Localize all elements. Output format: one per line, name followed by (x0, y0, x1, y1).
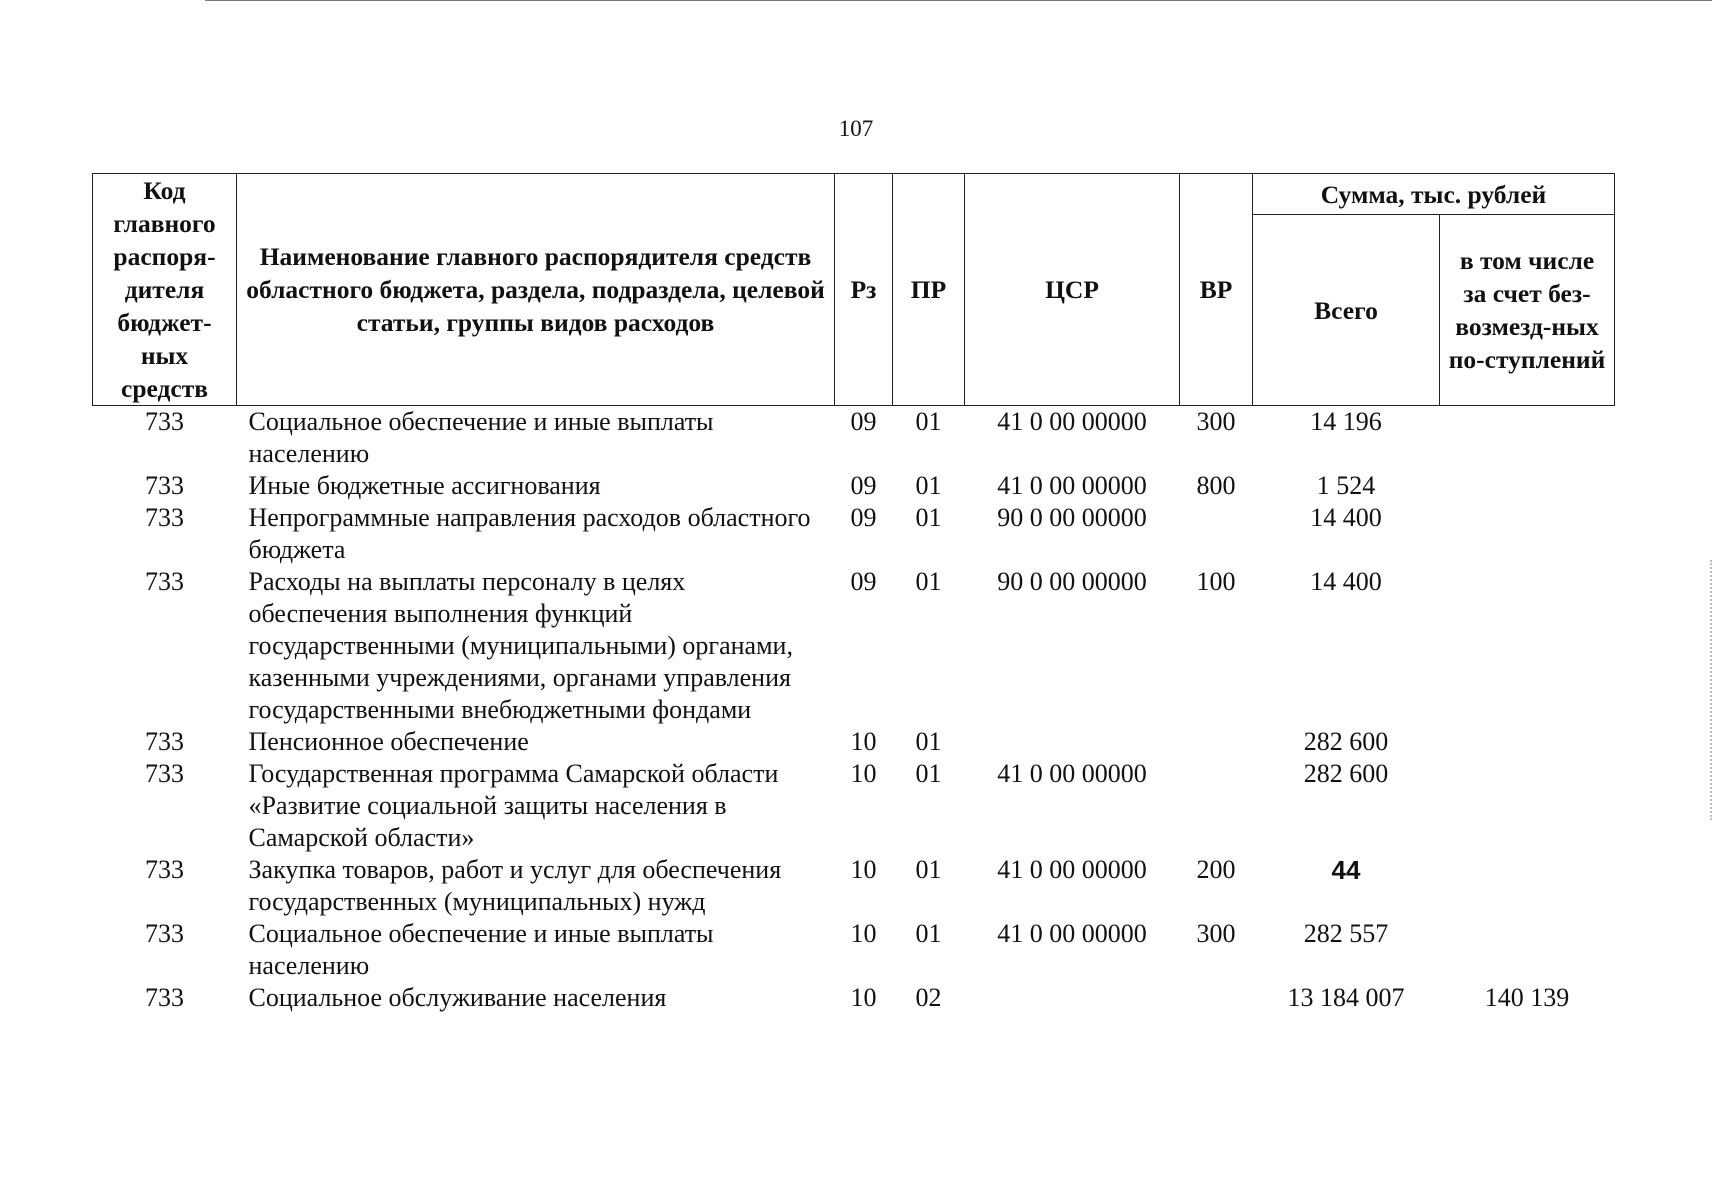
cell-pr: 01 (915, 407, 942, 436)
cell-rz: 10 (850, 727, 877, 756)
cell-grants (1440, 854, 1615, 918)
cell-vr: 800 (1196, 471, 1236, 500)
cell-code: 733 (145, 567, 184, 596)
table-row (93, 854, 1615, 918)
cell-total: 282 600 (1303, 759, 1389, 788)
cell-rz: 09 (850, 471, 877, 500)
cell-rz: 09 (850, 567, 877, 596)
scan-edge-artifact (1696, 560, 1712, 820)
cell-code: 733 (145, 727, 184, 756)
cell-code: 733 (145, 855, 184, 884)
cell-rz: 09 (850, 407, 877, 436)
cell-total: 14 196 (1310, 407, 1382, 436)
header-name: Наименование главного распорядителя средств областного бюджета, раздела, подраздела, целевой статьи, группы видов расходов (237, 174, 835, 406)
cell-pr: 01 (915, 759, 942, 788)
header-code: Код главного распоря-дителя бюджет-ных средств (93, 174, 237, 406)
cell-code: 733 (145, 503, 184, 532)
cell-code: 733 (145, 759, 184, 788)
cell-total: 1 524 (1316, 471, 1376, 500)
cell-rz: 10 (850, 759, 877, 788)
table-row (93, 470, 1615, 502)
cell-total: 13 184 007 (1287, 983, 1405, 1012)
cell-pr: 02 (915, 983, 942, 1012)
cell-total: 282 557 (1303, 919, 1389, 948)
cell-csr (965, 726, 1180, 758)
cell-grants (1440, 918, 1615, 982)
table-header (93, 174, 1615, 406)
cell-pr: 01 (915, 855, 942, 884)
cell-grants (1440, 726, 1615, 758)
header-sum-group: Сумма, тыс. рублей (1253, 174, 1615, 215)
header-rz: Рз (835, 174, 893, 406)
cell-pr: 01 (915, 567, 942, 596)
cell-csr: 41 0 00 00000 (997, 759, 1147, 788)
cell-code: 733 (145, 471, 184, 500)
table-row (93, 726, 1615, 758)
cell-vr: 100 (1196, 567, 1236, 596)
cell-vr: 300 (1196, 407, 1236, 436)
cell-name: Социальное обслуживание населения (248, 983, 667, 1012)
cell-rz: 10 (850, 855, 877, 884)
cell-name: Закупка товаров, работ и услуг для обеспечения государственных (муниципальных) нужд (248, 855, 782, 916)
cell-grants (1440, 566, 1615, 726)
cell-pr: 01 (915, 471, 942, 500)
cell-name: Государственная программа Самарской области «Развитие социальной защиты населения в Самарской области» (248, 759, 779, 852)
cell-grants (1440, 406, 1615, 471)
header-vr: ВР (1180, 174, 1253, 406)
cell-vr: 200 (1196, 855, 1236, 884)
cell-code: 733 (145, 983, 184, 1012)
header-total: Всего (1253, 215, 1440, 406)
cell-pr: 01 (915, 727, 942, 756)
cell-vr (1180, 982, 1253, 1014)
cell-csr: 41 0 00 00000 (997, 855, 1147, 884)
cell-code: 733 (145, 919, 184, 948)
cell-grants: 140 139 (1484, 983, 1570, 1012)
table-row (93, 758, 1615, 854)
cell-csr (965, 982, 1180, 1014)
cell-name: Иные бюджетные ассигнования (248, 471, 601, 500)
cell-rz: 10 (850, 919, 877, 948)
cell-pr: 01 (915, 503, 942, 532)
cell-csr: 41 0 00 00000 (997, 407, 1147, 436)
cell-grants (1440, 470, 1615, 502)
cell-csr: 41 0 00 00000 (997, 919, 1147, 948)
cell-pr: 01 (915, 919, 942, 948)
cell-name: Пенсионное обеспечение (248, 727, 529, 756)
header-pr: ПР (893, 174, 965, 406)
table-row (93, 502, 1615, 566)
header-grants: в том числе за счет без-возмезд-ных по-ступлений (1440, 215, 1615, 406)
cell-rz: 10 (850, 983, 877, 1012)
cell-vr (1180, 758, 1253, 854)
header-csr: ЦСР (965, 174, 1180, 406)
cell-csr: 41 0 00 00000 (997, 471, 1147, 500)
cell-grants (1440, 502, 1615, 566)
table-body (93, 406, 1615, 1015)
top-rule (205, 0, 1712, 1)
cell-csr: 90 0 00 00000 (997, 567, 1147, 596)
table-row (93, 918, 1615, 982)
cell-total: 14 400 (1310, 503, 1382, 532)
cell-rz: 09 (850, 503, 877, 532)
cell-code: 733 (145, 407, 184, 436)
cell-total: 282 600 (1303, 727, 1389, 756)
cell-vr (1180, 502, 1253, 566)
budget-table (92, 173, 1615, 1014)
table-row (93, 982, 1615, 1014)
cell-name: Расходы на выплаты персоналу в целях обеспечения выполнения функций государственными (муниципальными) органами, казенными учреждениями, органами управления государственными внебюджетными фондами (248, 567, 793, 724)
cell-csr: 90 0 00 00000 (997, 503, 1147, 532)
page-number: 107 (838, 116, 874, 141)
table-row (93, 566, 1615, 726)
cell-name: Непрограммные направления расходов областного бюджета (248, 503, 811, 564)
cell-total: 14 400 (1310, 567, 1382, 596)
cell-total: 44 (1331, 855, 1361, 885)
cell-vr: 300 (1196, 919, 1236, 948)
cell-name: Социальное обеспечение и иные выплаты населению (248, 407, 714, 468)
cell-name: Социальное обеспечение и иные выплаты населению (248, 919, 714, 980)
table-row (93, 406, 1615, 471)
cell-grants (1440, 758, 1615, 854)
cell-vr (1180, 726, 1253, 758)
